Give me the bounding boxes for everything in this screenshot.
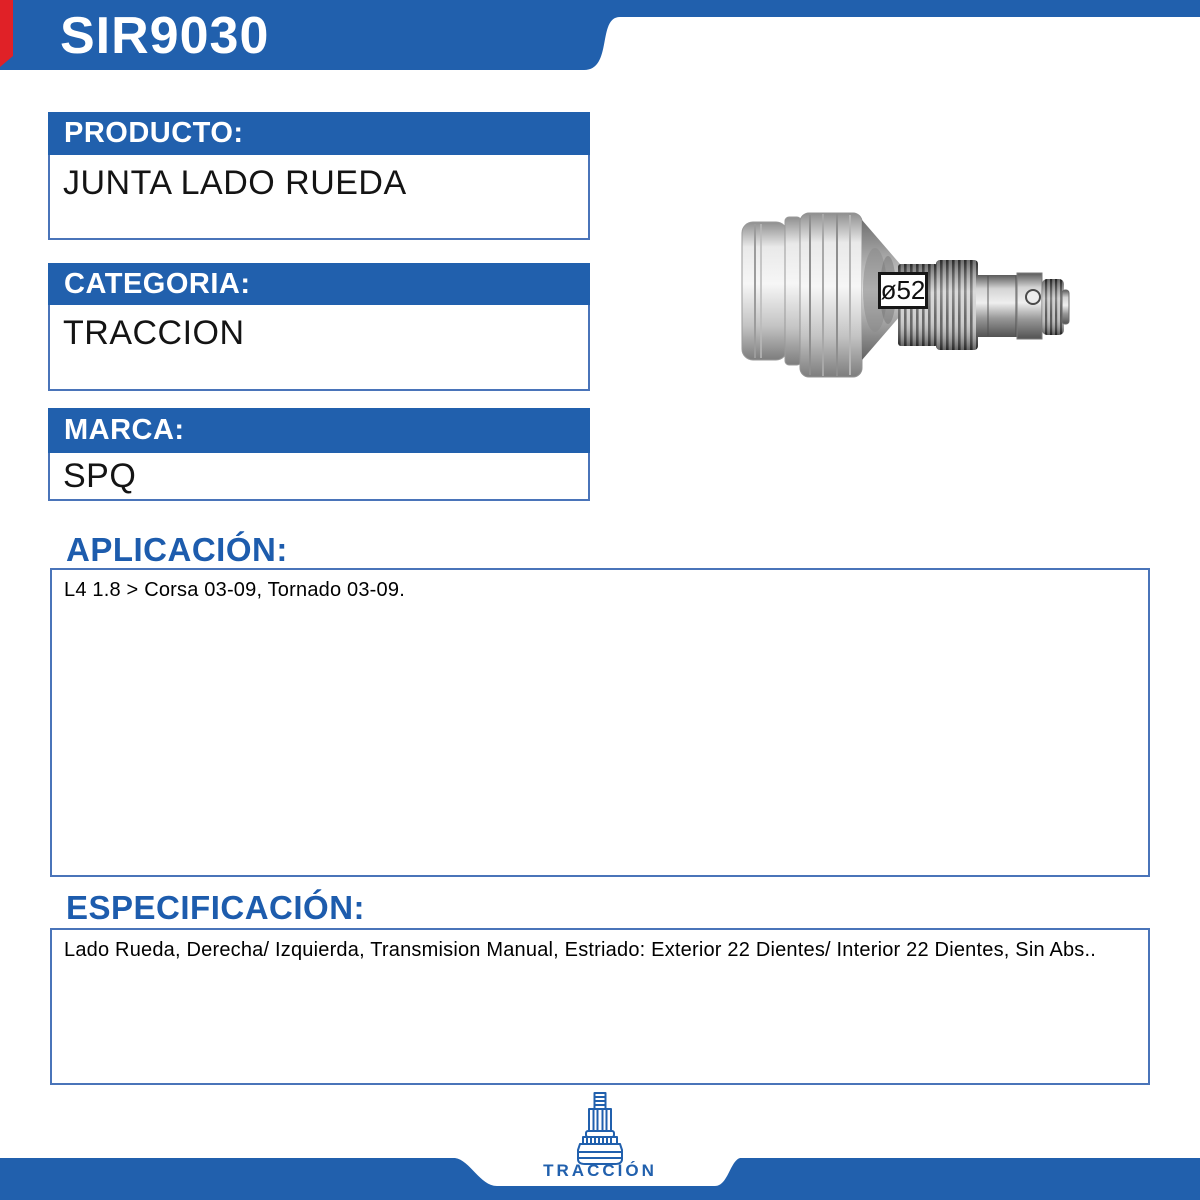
marca-field [48,408,590,501]
categoria-label: CATEGORIA: [48,263,590,305]
categoria-value: TRACCION [48,305,590,391]
especificacion-box [50,928,1150,1085]
sku-title: SIR9030 [60,7,270,65]
marca-value: SPQ [48,453,590,501]
footer-category-label: TRACCIÓN [543,1161,657,1180]
producto-field [48,112,590,240]
aplicacion-box [50,568,1150,877]
footer-bar [0,1158,1200,1200]
product-photo [730,200,1075,380]
especificacion-heading: ESPECIFICACIÓN: [66,889,366,926]
cv-joint-icon [570,1090,630,1165]
producto-value: JUNTA LADO RUEDA [48,155,590,240]
brand-accent [0,0,13,67]
aplicacion-text: L4 1.8 > Corsa 03-09, Tornado 03-09. [64,579,405,601]
categoria-field [48,263,590,391]
aplicacion-heading: APLICACIÓN: [66,531,288,568]
producto-label: PRODUCTO: [48,112,590,155]
diameter-label: ø52 [878,272,928,309]
marca-label: MARCA: [48,408,590,453]
especificacion-text: Lado Rueda, Derecha/ Izquierda, Transmision Manual, Estriado: Exterior 22 Dientes/ Interior 22 Dientes, Sin Abs.. [64,939,1097,961]
